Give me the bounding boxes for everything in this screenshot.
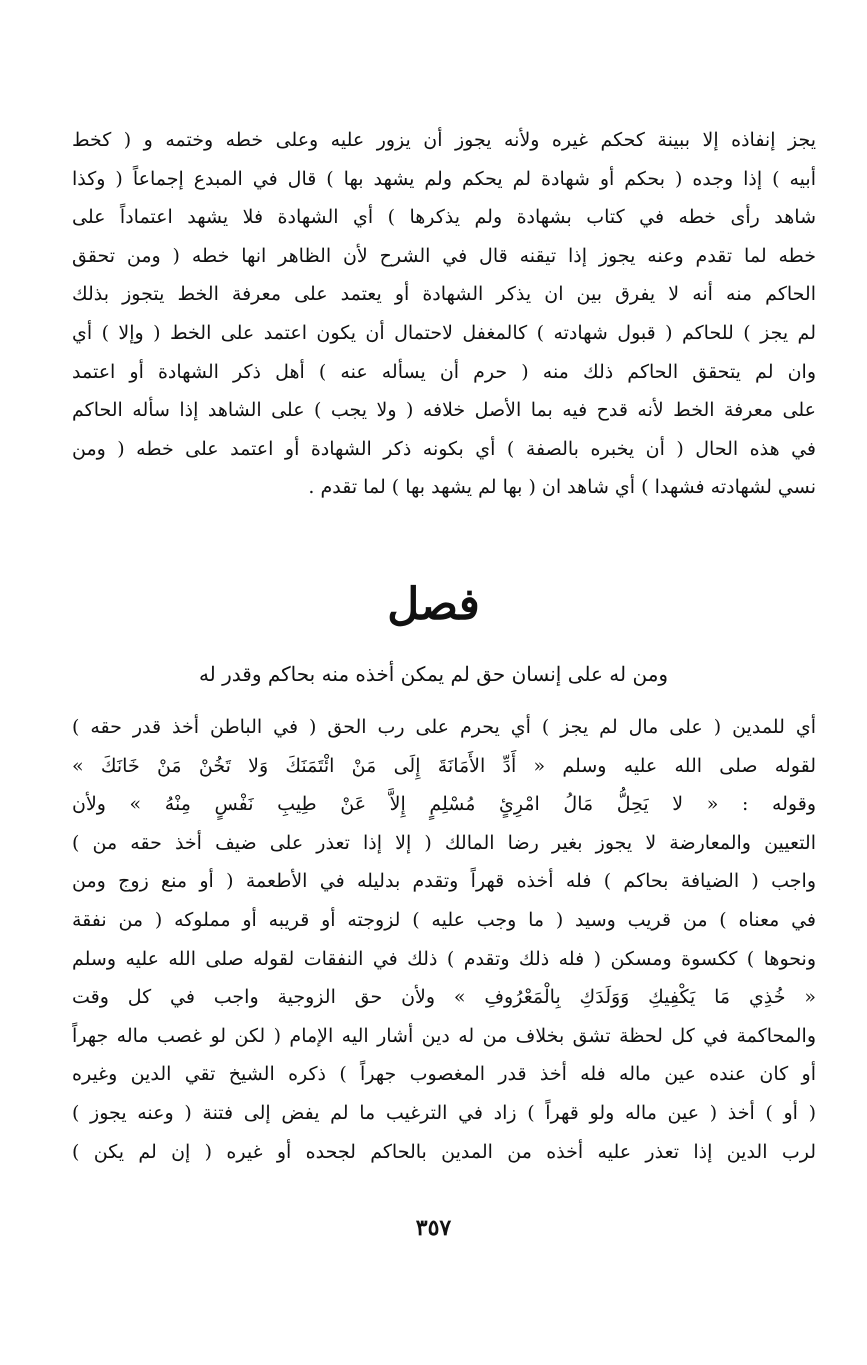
text-line: لم يجز ) للحاكم ( قبول شهادته ) كالمغفل لاحتمال أن يكون اعتمد على الخط ( وإلا ) أي [72,321,816,344]
text-line: وقوله : « لا يَحِلُّ مَالُ امْرِئٍ مُسْلِمٍ إِلاَّ عَنْ طِيبِ نَفْسٍ مِنْهُ » ولأن [72,793,816,816]
text-line: في هذه الحال ( أن يخبره بالصفة ) أي بكونه ذكر الشهادة أو اعتمد على خطه ( ومن [72,437,816,460]
text-line: لرب الدين إذا تعذر عليه أخذه من المدين بالحاكم لجحده أو غيره ( إن لم يكن ) [72,1140,816,1163]
text-line: واجب ( الضيافة بحاكم ) فله أخذه قهراً وتقدم بدليله في الأطعمة ( أو منع زوج ومن [72,870,816,893]
text-line: في معناه ) من قريب وسيد ( ما وجب عليه ) لزوجته أو قريبه أو مملوكه ( من نفقة [72,908,816,931]
text-line: أو كان عنده عين ماله فله أخذ قدر المغصوب جهراً ) ذكره الشيخ تقي الدين وغيره [72,1063,816,1086]
text-line: ( أو ) أخذ ( عين ماله ولو قهراً ) زاد في الترغيب ما لم يفض إلى فتنة ( وعنه يجوز ) [72,1101,816,1124]
page-number: ٣٥٧ [415,1215,452,1241]
text-line: الحاكم منه أنه لا يفرق بين ان يذكر الشهادة أو يعتمد على معرفة الخط يتجوز بذلك [72,283,816,306]
text-line: أي للمدين ( على مال لم يجز ) أي يحرم على رب الحق ( في الباطن أخذ قدر حقه ) [72,716,816,738]
text-line: ونحوها ) ككسوة ومسكن ( فله ذلك وتقدم ) ذلك في النفقات لقوله صلى الله عليه وسلم [72,947,816,970]
text-line: شاهد رأى خطه في كتاب بشهادة ولم يذكرها ) أي الشهادة فلا يشهد اعتماداً على [72,206,816,229]
paragraph-section [72,708,816,1171]
text-line: خطه لما تقدم وعنه يجوز إذا تيقنه قال في الشرح لأن الظاهر انها خطه ( ومن تحقق [72,244,816,267]
text-line: « خُذِي مَا يَكْفِيكِ وَوَلَدَكِ بِالْمَعْرُوفِ » ولأن حق الزوجية واجب في كل وقت [72,986,816,1009]
section-heading: فصل [387,579,480,630]
text-line: وان لم يتحقق الحاكم ذلك منه ( حرم أن يسأله عنه ) أهل ذكر الشهادة أو اعتمد [72,360,816,383]
text-line: يجز إنفاذه إلا ببينة كحكم غيره ولأنه يجوز أن يزور عليه وعلى خطه وختمه و ( كخط [72,129,816,151]
text-line: على معرفة الخط لأنه قدح فيه بما الأصل خلافه ( ولا يجب ) على الشاهد إذا سأله الحاكم [72,399,816,422]
text-line: نسي لشهادته فشهدا ) أي شاهد ان ( بها لم يشهد بها ) لما تقدم . [308,476,816,499]
section-subheading: ومن له على إنسان حق لم يمكن أخذه منه بحاكم وقدر له [198,662,669,686]
text-line: التعيين والمعارضة لا يجوز بغير رضا المالك ( إلا إذا تعذر على ضيف أخذ حقه من ) [72,831,816,854]
text-line: أبيه ) إذا وجده ( بحكم أو شهادة لم يحكم ولم يشهد بها ) قال في المبدع إجماعاً ( وكذا [72,167,816,190]
text-line: لقوله صلى الله عليه وسلم « أَدِّ الأَمَانَةَ إِلَى مَنْ ائْتَمَنَكَ وَلا تَخُنْ مَنْ خَانَكَ » [72,754,816,777]
paragraph-continuation [72,121,816,507]
text-line: والمحاكمة في كل لحظة تشق بخلاف من له دين أشار اليه الإمام ( لكن لو غصب ماله جهراً [72,1024,816,1047]
